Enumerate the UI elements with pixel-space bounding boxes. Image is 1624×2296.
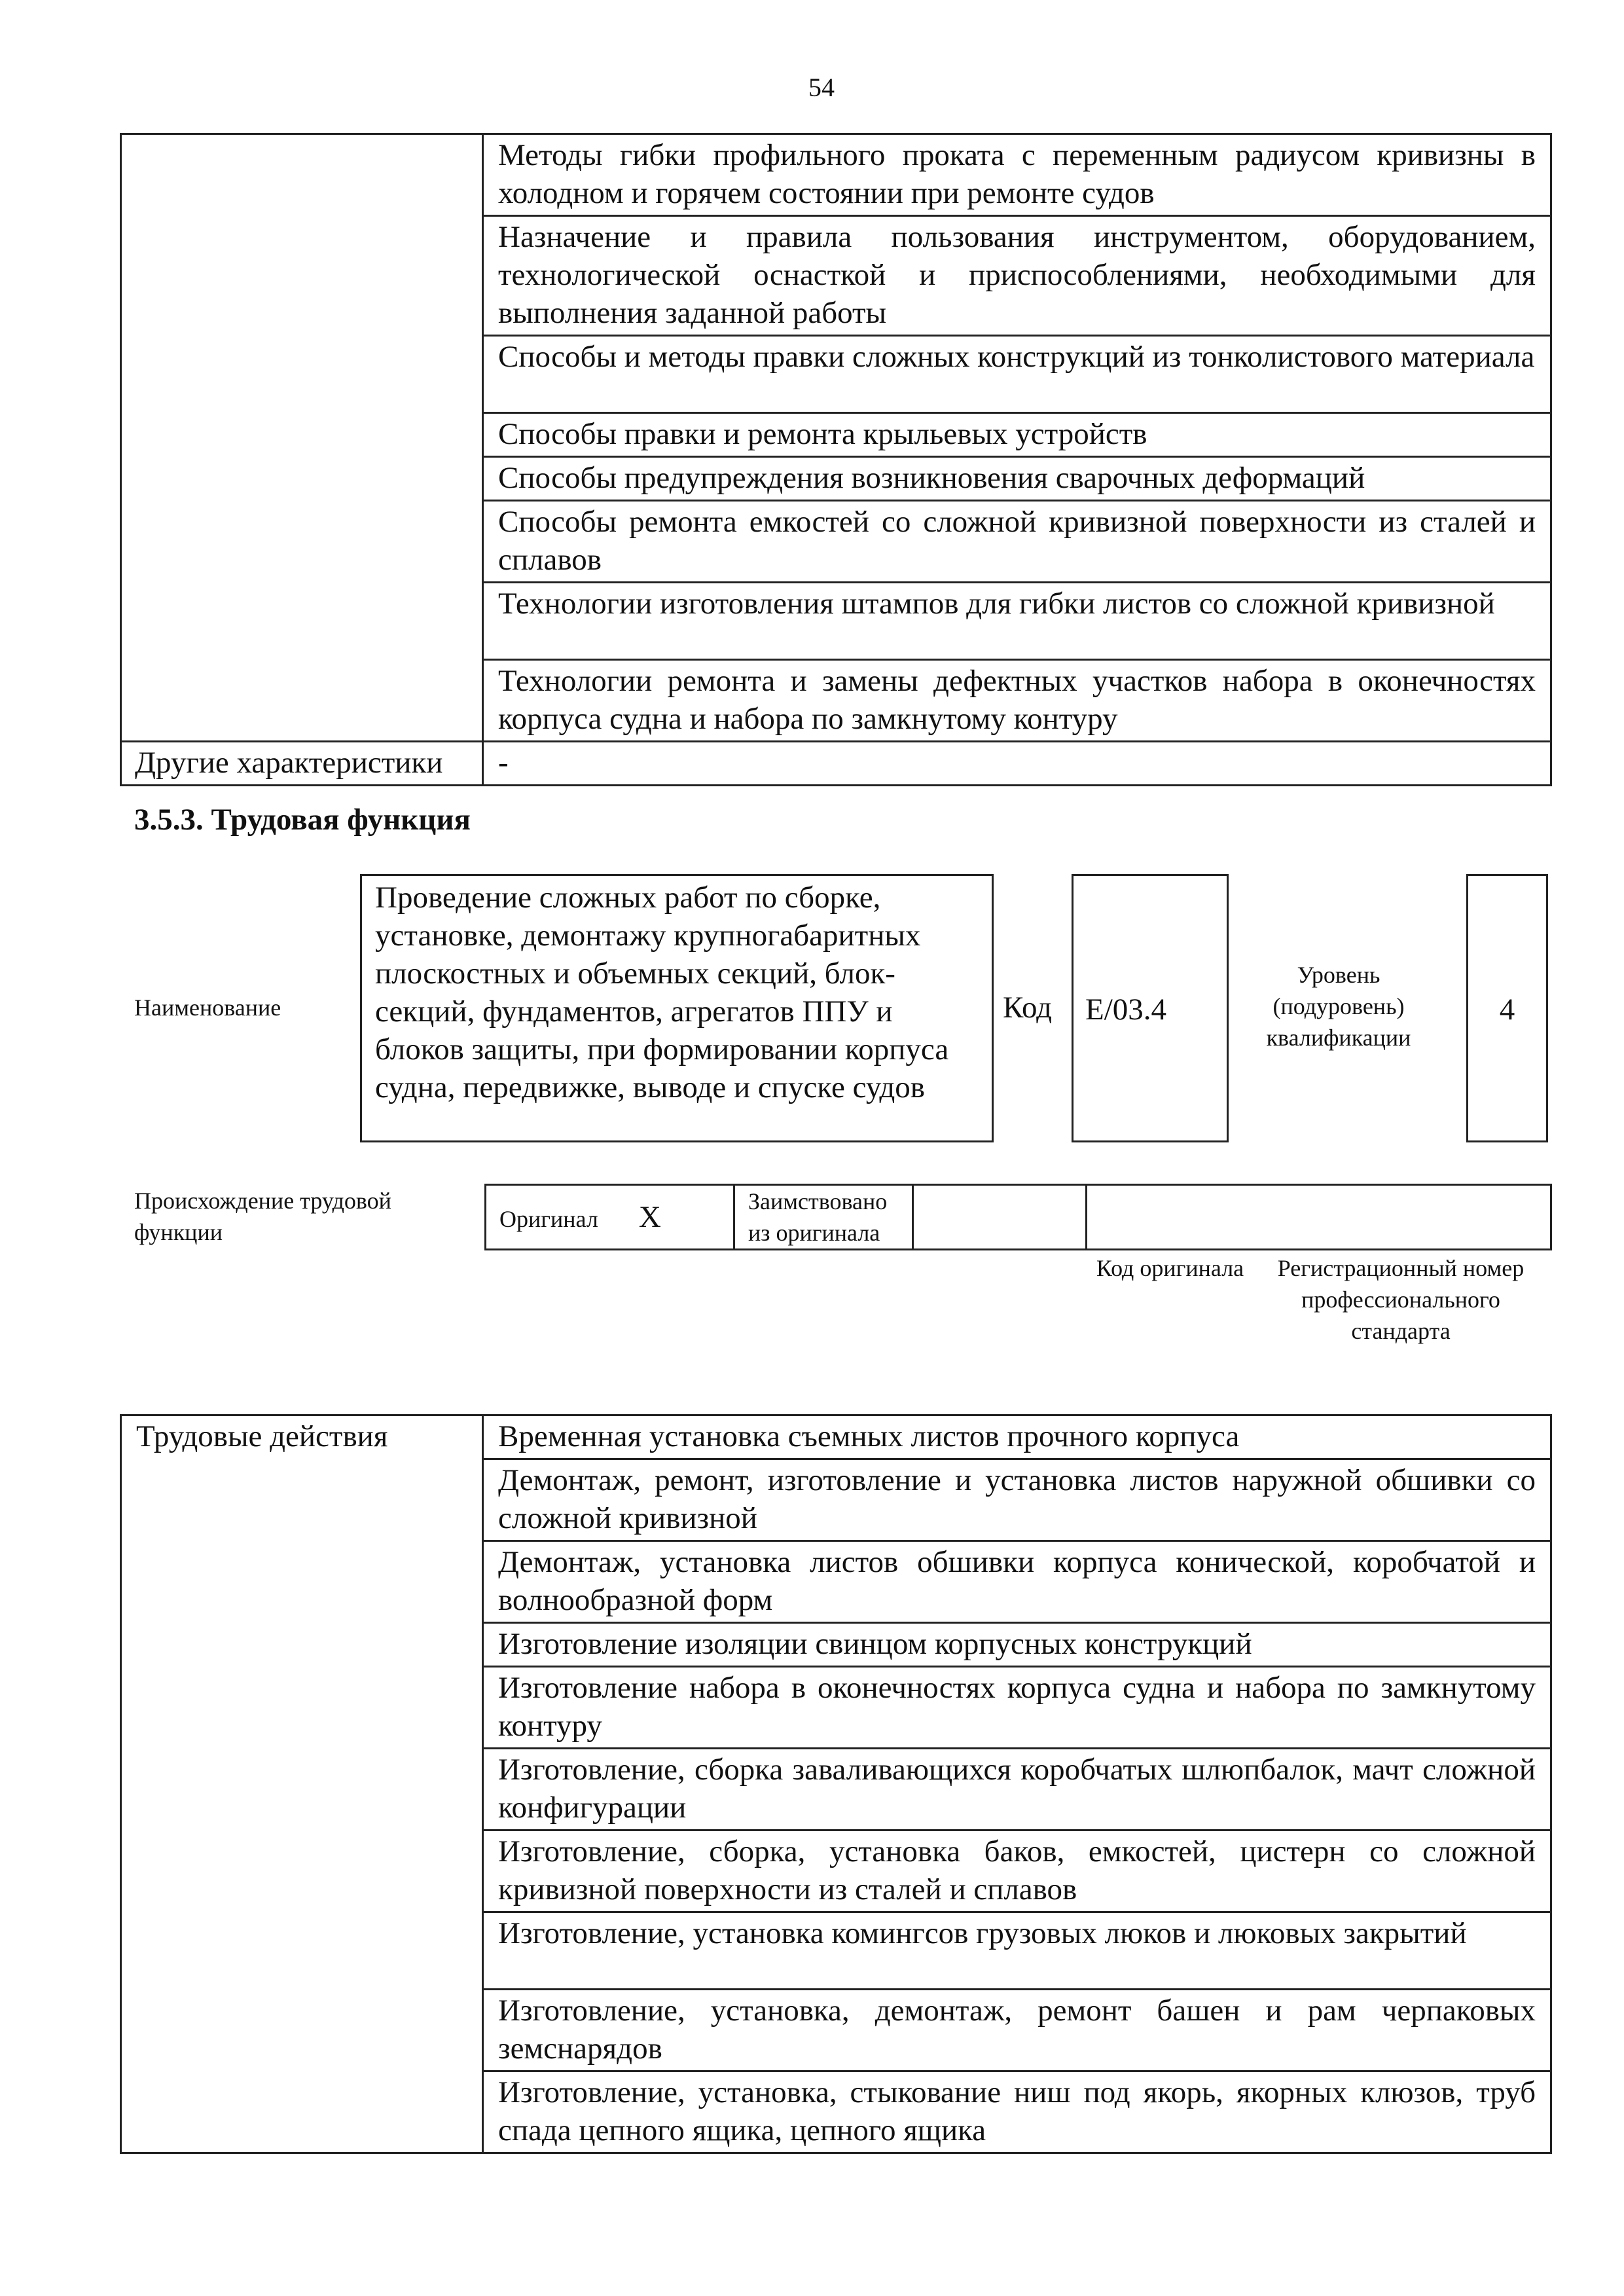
knowledge-item: Технологии изготовления штампов для гибки листов со сложной кривизной bbox=[483, 583, 1551, 660]
borrowed-label: Заимствовано из оригинала bbox=[734, 1185, 913, 1250]
labor-action-item: Изготовление, сборка заваливающихся коробчатых шлюпбалок, мачт сложной конфигурации bbox=[483, 1749, 1551, 1831]
level-label: Уровень (подуровень) квалификации bbox=[1266, 962, 1411, 1051]
labor-action-item: Демонтаж, установка листов обшивки корпуса конической, коробчатой и волнообразной форм bbox=[483, 1541, 1551, 1623]
code-caption: Код оригинала bbox=[1096, 1255, 1244, 1281]
knowledge-item: Способы и методы правки сложных конструкций из тонколистового материала bbox=[483, 336, 1551, 413]
labor-action-item: Изготовление, установка, демонтаж, ремонт башен и рам черпаковых земснарядов bbox=[483, 1990, 1551, 2071]
knowledge-item: Способы правки и ремонта крыльевых устройств bbox=[483, 413, 1551, 457]
level-value: 4 bbox=[1499, 993, 1515, 1027]
origin-label: Происхождение трудовой функции bbox=[134, 1188, 391, 1245]
knowledge-item: Технологии ремонта и замены дефектных участков набора в оконечностях корпуса судна и набора по замкнутому контуру bbox=[483, 660, 1551, 742]
section-heading: 3.5.3. Трудовая функция bbox=[134, 803, 471, 837]
function-name-text: Проведение сложных работ по сборке, установке, демонтажу крупногабаритных плоскостных и объемных секций, блок-секций, фундаментов, агрегатов ППУ и блоков защиты, при формировании корпуса судна, передвижке, выводе и спуске судов bbox=[375, 881, 949, 1104]
knowledge-item: Методы гибки профильного проката с переменным радиусом кривизны в холодном и горячем состоянии при ремонте судов bbox=[483, 134, 1551, 216]
labor-action-item: Изготовление, установка, стыкование ниш под якорь, якорных клюзов, труб спада цепного ящика, цепного ящика bbox=[483, 2071, 1551, 2153]
code-value: E/03.4 bbox=[1085, 993, 1167, 1027]
origin-original-cell bbox=[486, 1185, 734, 1250]
labor-action-item: Изготовление, сборка, установка баков, емкостей, цистерн со сложной кривизной поверхности из сталей и сплавов bbox=[483, 1831, 1551, 1912]
original-label: Оригинал bbox=[499, 1206, 598, 1232]
level-box bbox=[1466, 874, 1548, 1142]
labor-action-item: Изготовление изоляции свинцом корпусных конструкций bbox=[483, 1623, 1551, 1667]
registration-caption: Регистрационный номер профессионального стандарта bbox=[1277, 1255, 1525, 1344]
labor-action-item: Временная установка съемных листов прочного корпуса bbox=[483, 1415, 1551, 1459]
original-mark: X bbox=[638, 1200, 661, 1234]
knowledge-item: Способы предупреждения возникновения сварочных деформаций bbox=[483, 457, 1551, 501]
knowledge-item: Назначение и правила пользования инструментом, оборудованием, технологической оснасткой и приспособлениями, необходимыми для выполнения заданной работы bbox=[483, 216, 1551, 336]
labor-action-item: Демонтаж, ремонт, изготовление и установка листов наружной обшивки со сложной кривизной bbox=[483, 1459, 1551, 1541]
registration-number-cell bbox=[1087, 1185, 1551, 1250]
original-code-cell bbox=[913, 1185, 1087, 1250]
name-label: Наименование bbox=[134, 994, 281, 1021]
labor-actions-table bbox=[120, 1414, 1552, 2154]
code-box bbox=[1072, 874, 1229, 1142]
origin-table bbox=[484, 1184, 1552, 1250]
knowledge-item: Способы ремонта емкостей со сложной кривизной поверхности из сталей и сплавов bbox=[483, 501, 1551, 583]
other-characteristics-value: - bbox=[483, 742, 1551, 786]
knowledge-table bbox=[120, 133, 1552, 786]
code-label: Код bbox=[1003, 991, 1053, 1025]
labor-action-item: Изготовление, установка комингсов грузовых люков и люковых закрытий bbox=[483, 1912, 1551, 1990]
other-characteristics-label: Другие характеристики bbox=[121, 742, 483, 786]
function-name-box bbox=[360, 874, 994, 1142]
labor-actions-label: Трудовые действия bbox=[121, 1415, 483, 2153]
labor-action-item: Изготовление набора в оконечностях корпуса судна и набора по замкнутому контуру bbox=[483, 1667, 1551, 1749]
page-number: 54 bbox=[808, 73, 835, 102]
knowledge-label-cell bbox=[121, 134, 483, 742]
